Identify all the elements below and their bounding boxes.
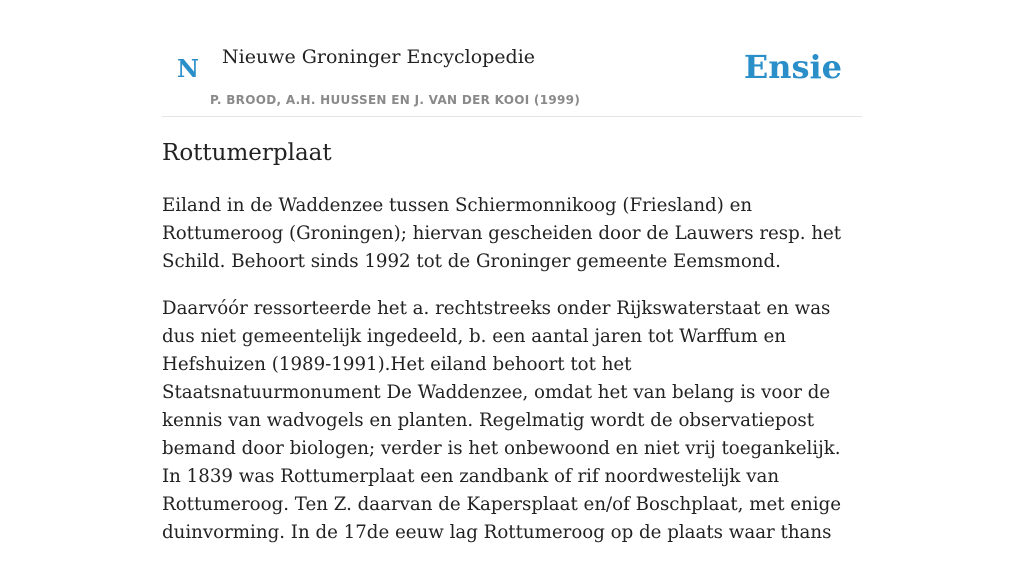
- ensie-logo[interactable]: Ensie: [743, 48, 842, 86]
- header: [162, 0, 862, 117]
- article-title: Rottumerplaat: [162, 140, 332, 166]
- article-body: [162, 192, 852, 566]
- encyclopedia-title[interactable]: Nieuwe Groninger Encyclopedie: [222, 46, 536, 68]
- article-paragraph: Daarvóór ressorteerde het a. rechtstreeks onder Rijkswaterstaat en was dus niet gemeentelijk ingedeeld, b. een aantal jaren tot Warffum en Hefshuizen (1989-1991).Het eiland behoort tot het Staatsnatuurmonument De Waddenzee, omdat het van belang is voor de kennis van wadvogels en planten. Regelmatig wordt de observatiepost bemand door biologen; verder is het onbewoond en niet vrij toegankelijk. In 1839 was Rottumerplaat een zandbank of rif noordwestelijk van Rottumeroog. Ten Z. daarvan de Kapersplaat en/of Boschplaat, met enige duinvorming. In de 17de eeuw lag Rottumeroog op de plaats waar thans: [162, 298, 841, 543]
- encyclopedia-logo[interactable]: N: [177, 54, 199, 83]
- article-paragraph: Eiland in de Waddenzee tussen Schiermonnikoog (Friesland) en Rottumeroog (Groningen); hiervan gescheiden door de Lauwers resp. het Schild. Behoort sinds 1992 tot de Groninger gemeente Eemsmond.: [162, 195, 842, 272]
- encyclopedia-authors: P. BROOD, A.H. HUUSSEN EN J. VAN DER KOOI (1999): [210, 93, 581, 107]
